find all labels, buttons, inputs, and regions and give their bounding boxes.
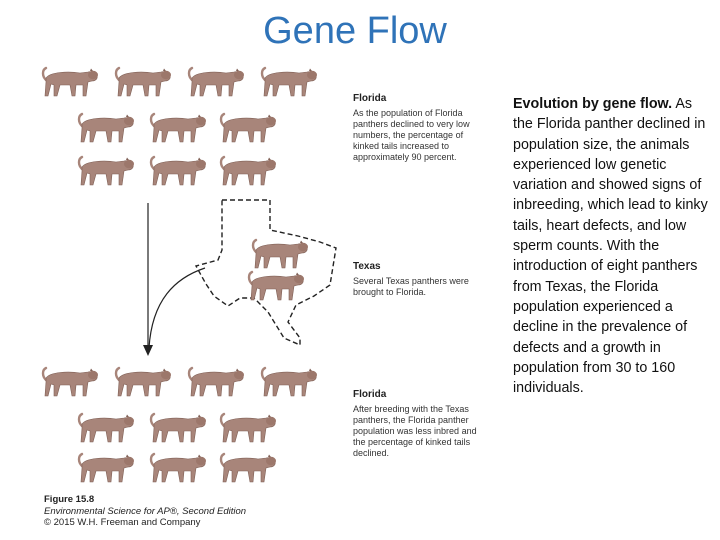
arrow-icon: [143, 203, 205, 356]
bottom-panel-label: Florida: [353, 389, 387, 400]
panther-icon: [116, 368, 171, 396]
panther-icon: [151, 157, 206, 185]
panther-icon: [116, 68, 171, 96]
top-panel-label: Florida: [353, 93, 387, 104]
caption: [513, 94, 713, 398]
panther-icon: [189, 68, 244, 96]
panther-icon: [221, 414, 276, 442]
panther-icon: [79, 454, 134, 482]
panther-icon: [189, 368, 244, 396]
panther-icon: [253, 240, 308, 268]
figure-credit: [44, 494, 246, 529]
panther-icon: [151, 414, 206, 442]
top-panel-text: As the population of Florida panthers declined to very low numbers, the percentage of kinked tails increased to approximately 90 percent.: [353, 108, 470, 162]
caption-body: As the Florida panther declined in population size, the animals experienced low genetic variation and showed signs of inbreeding, which lead to kinky tails, heart defects, and low sperm counts. With the introduction of eight panthers from Texas, the Florida population experienced a decline in the prevalence of defects and a growth in population from 30 to 160 individuals.: [513, 96, 708, 397]
page-title: Gene Flow: [263, 10, 447, 52]
middle-panel-label: Texas: [353, 261, 381, 272]
panther-icon: [151, 114, 206, 142]
panther-icon: [249, 272, 304, 300]
top-florida-panthers: [43, 68, 317, 185]
panther-icon: [262, 68, 317, 96]
panther-icon: [221, 454, 276, 482]
caption-heading: Evolution by gene flow.: [513, 96, 673, 112]
figure-number: Figure 15.8: [44, 494, 95, 505]
book-title: Environmental Science for AP®, Second Edition: [44, 505, 247, 517]
panther-icon: [79, 414, 134, 442]
bottom-florida-panthers: [43, 368, 317, 482]
panther-icon: [262, 368, 317, 396]
panther-icon: [151, 454, 206, 482]
bottom-panel-text: After breeding with the Texas panthers, the Florida panther population was less inbred and the percentage of kinked tails declined.: [353, 404, 477, 458]
panther-icon: [79, 114, 134, 142]
panther-icon: [43, 368, 98, 396]
texas-outline-icon: [196, 200, 336, 345]
middle-panel-text: Several Texas panthers were brought to Florida.: [353, 276, 469, 297]
copyright: © 2015 W.H. Freeman and Company: [44, 517, 201, 528]
panther-icon: [43, 68, 98, 96]
panther-icon: [221, 114, 276, 142]
panther-icon: [221, 157, 276, 185]
panther-icon: [79, 157, 134, 185]
